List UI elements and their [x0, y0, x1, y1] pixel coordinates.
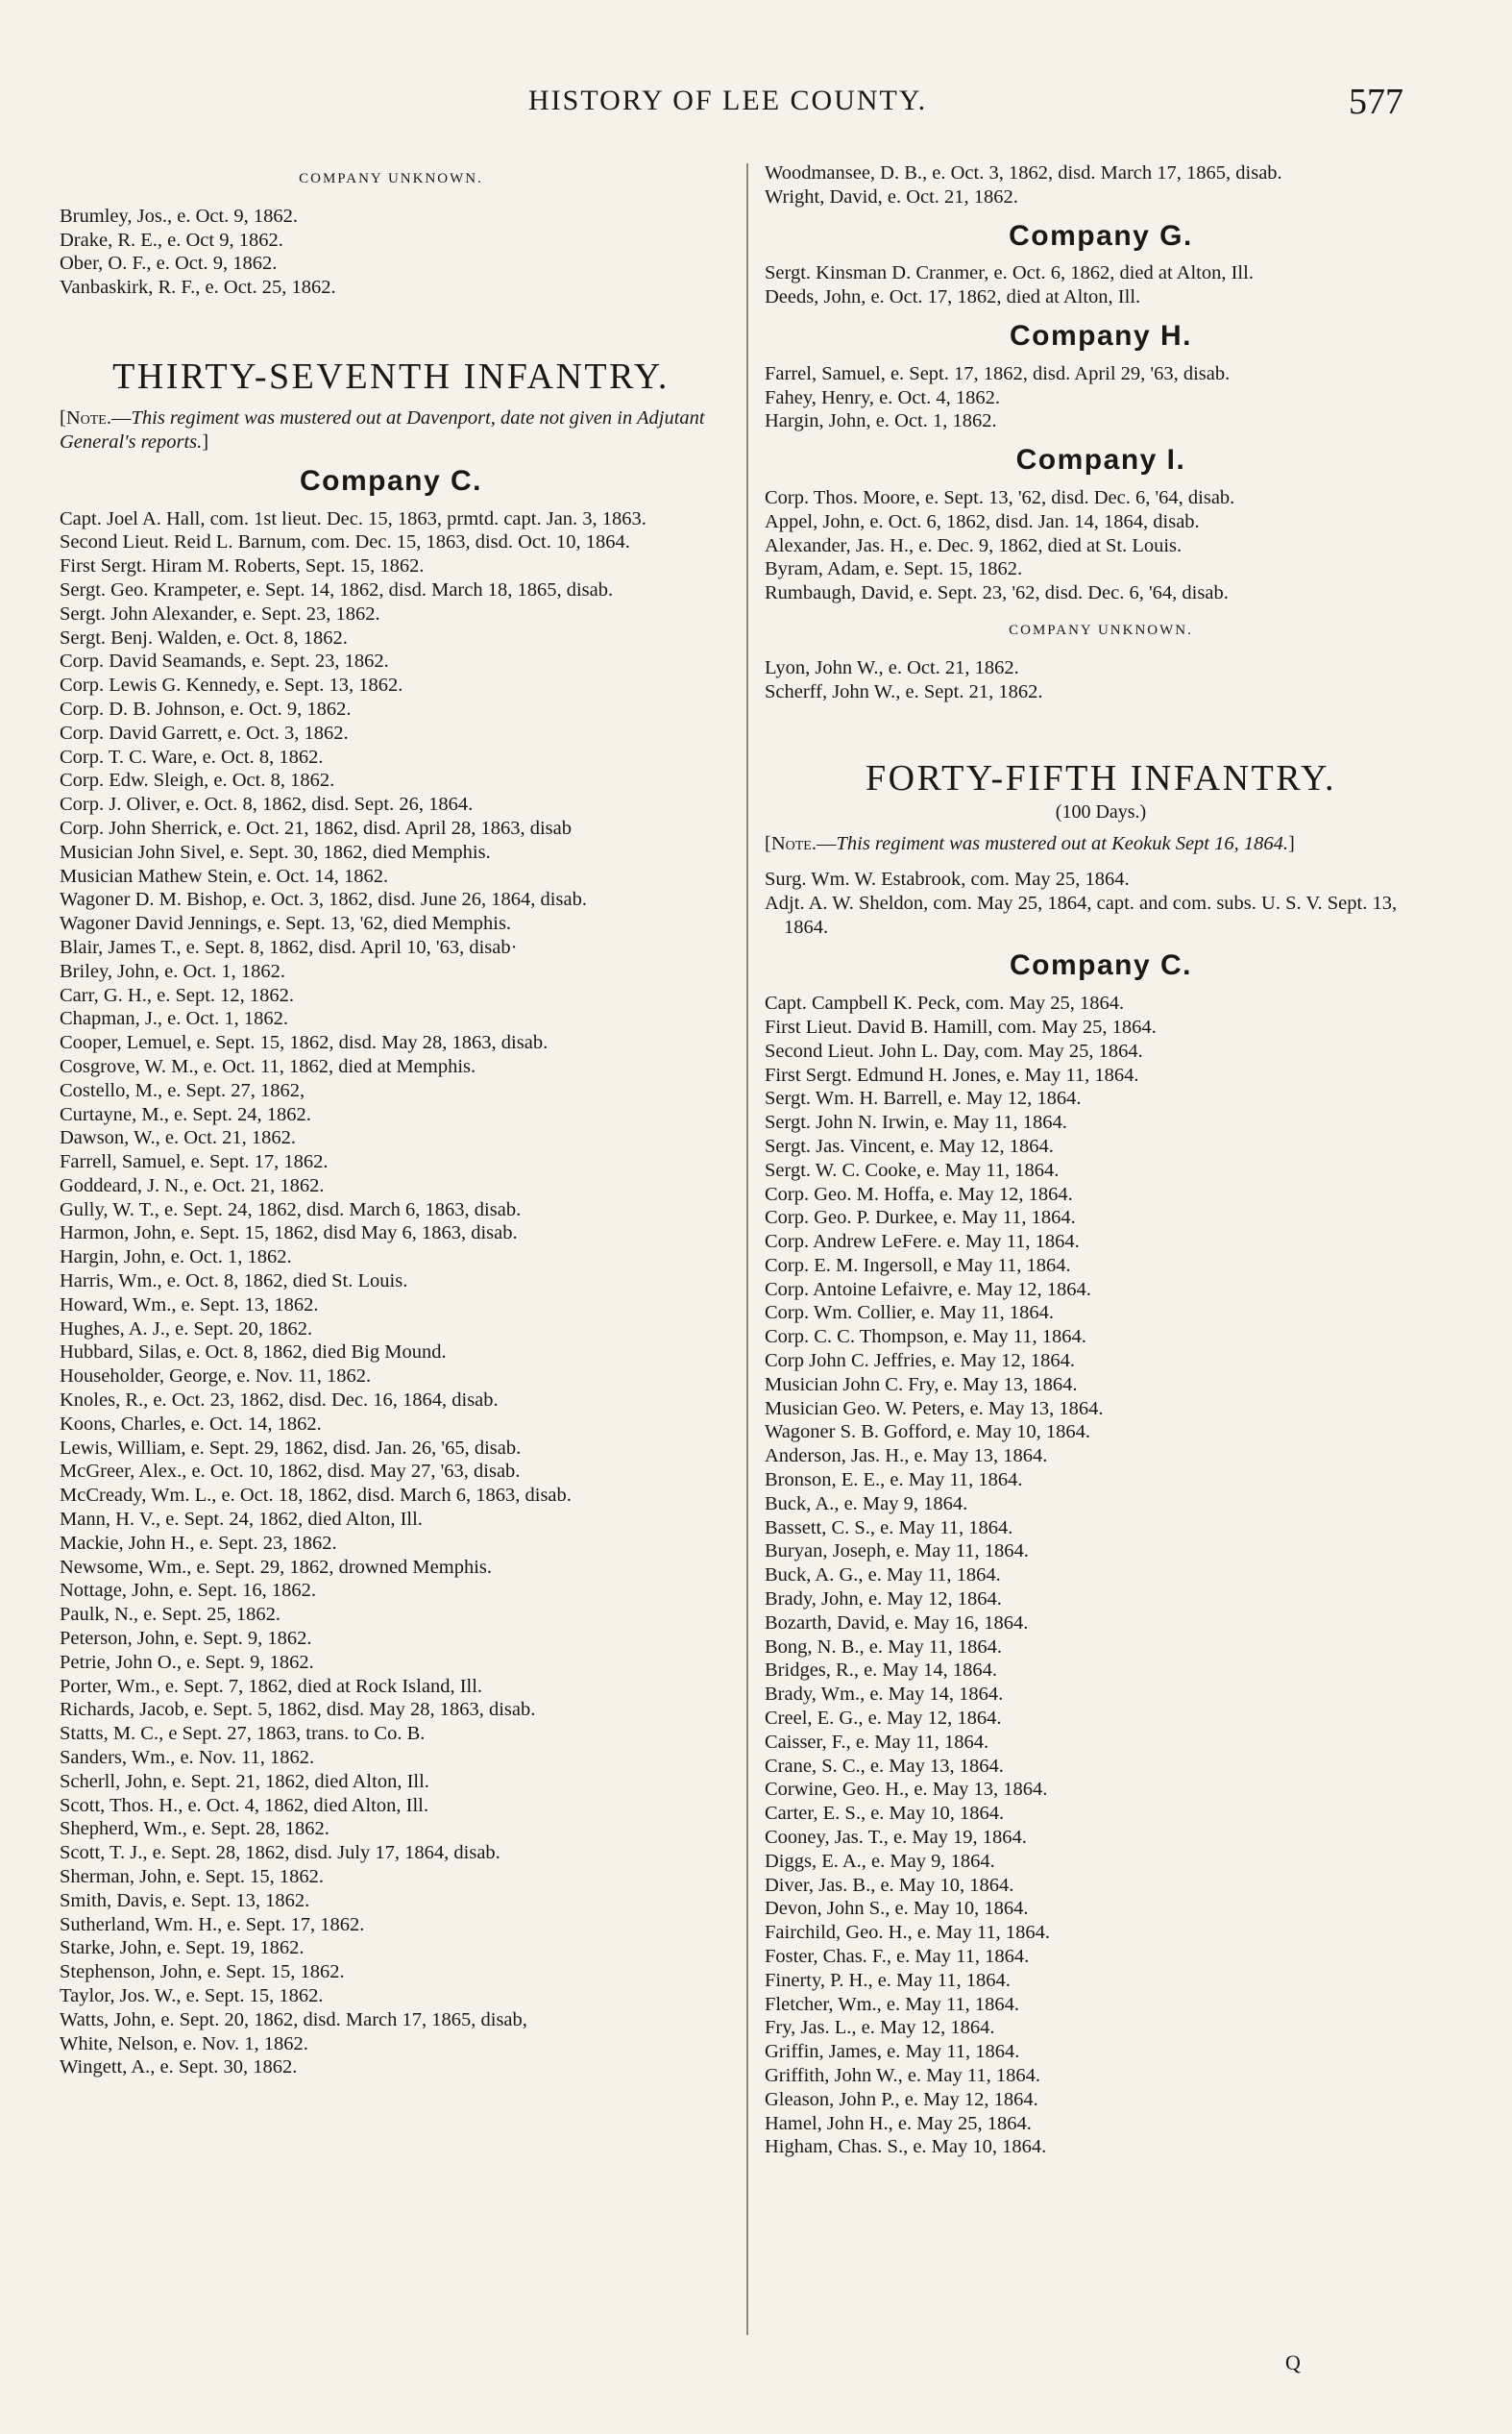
- roster-entry: McCready, Wm. L., e. Oct. 18, 1862, disd. March 6, 1863, disab.: [60, 1485, 572, 1507]
- roster-entry: Harmon, John, e. Sept. 15, 1862, disd May 6, 1863, disab.: [60, 1222, 518, 1244]
- roster-entry: Corp. David Garrett, e. Oct. 3, 1862.: [60, 722, 349, 744]
- roster-entry: Corp. Wm. Collier, e. May 11, 1864.: [765, 1302, 1054, 1324]
- note-lead: [Note.—: [765, 832, 837, 854]
- roster-entry: Corp. E. M. Ingersoll, e May 11, 1864.: [765, 1254, 1071, 1276]
- roster-entry: Statts, M. C., e Sept. 27, 1863, trans. to Co. B.: [60, 1723, 426, 1745]
- roster-entry: Richards, Jacob, e. Sept. 5, 1862, disd. May 28, 1863, disab.: [60, 1699, 536, 1721]
- roster-entry: Corp. Thos. Moore, e. Sept. 13, '62, disd. Dec. 6, '64, disab.: [765, 486, 1235, 508]
- roster-entry: Costello, M., e. Sept. 27, 1862,: [60, 1079, 305, 1101]
- roster-entry: Rumbaugh, David, e. Sept. 23, '62, disd. Dec. 6, '64, disab.: [765, 582, 1229, 604]
- running-head: [0, 82, 1512, 123]
- roster-entry: Corp John C. Jeffries, e. May 12, 1864.: [765, 1350, 1076, 1372]
- roster-entry: Deeds, John, e. Oct. 17, 1862, died at Alton, Ill.: [765, 286, 1141, 308]
- roster-entry: Second Lieut. Reid L. Barnum, com. Dec. 15, 1863, disd. Oct. 10, 1864.: [60, 531, 630, 553]
- company-c-roster-37th: [60, 507, 722, 2080]
- roster-entry: Diver, Jas. B., e. May 10, 1864.: [765, 1874, 1014, 1896]
- roster-entry: Brumley, Jos., e. Oct. 9, 1862.: [60, 205, 299, 227]
- roster-entry: Wagoner D. M. Bishop, e. Oct. 3, 1862, disd. June 26, 1864, disab.: [60, 889, 587, 911]
- roster-entry: Fahey, Henry, e. Oct. 4, 1862.: [765, 386, 1000, 408]
- roster-entry: Corp. T. C. Ware, e. Oct. 8, 1862.: [60, 746, 324, 768]
- note-close: ]: [1288, 832, 1295, 854]
- roster-entry: Hughes, A. J., e. Sept. 20, 1862.: [60, 1317, 313, 1340]
- company-unknown-list-2: [765, 656, 1437, 704]
- roster-entry: Sherman, John, e. Sept. 15, 1862.: [60, 1866, 325, 1887]
- roster-entry: Dawson, W., e. Oct. 21, 1862.: [60, 1127, 296, 1149]
- roster-entry: Diggs, E. A., e. May 9, 1864.: [765, 1850, 995, 1872]
- roster-entry: Buryan, Joseph, e. May 11, 1864.: [765, 1540, 1029, 1562]
- roster-entry: Sergt. Geo. Krampeter, e. Sept. 14, 1862, disd. March 18, 1865, disab.: [60, 578, 614, 601]
- roster-entry: Starke, John, e. Sept. 19, 1862.: [60, 1937, 305, 1959]
- roster-entry: Curtayne, M., e. Sept. 24, 1862.: [60, 1103, 311, 1125]
- roster-entry: Corp. Geo. M. Hoffa, e. May 12, 1864.: [765, 1183, 1073, 1205]
- roster-entry: Musician John Sivel, e. Sept. 30, 1862, died Memphis.: [60, 841, 491, 863]
- roster-entry: Cooney, Jas. T., e. May 19, 1864.: [765, 1827, 1027, 1849]
- roster-entry: Buck, A. G., e. May 11, 1864.: [765, 1564, 1001, 1586]
- regiment-title-45th: FORTY-FIFTH INFANTRY.: [865, 758, 1337, 799]
- roster-entry: Corp. Andrew LeFere. e. May 11, 1864.: [765, 1231, 1080, 1253]
- roster-entry: Brady, Wm., e. May 14, 1864.: [765, 1684, 1004, 1706]
- roster-entry: Griffin, James, e. May 11, 1864.: [765, 2041, 1020, 2063]
- roster-entry: Goddeard, J. N., e. Oct. 21, 1862.: [60, 1174, 325, 1196]
- roster-entry: Sanders, Wm., e. Nov. 11, 1862.: [60, 1747, 315, 1769]
- roster-entry: Creel, E. G., e. May 12, 1864.: [765, 1708, 1002, 1730]
- roster-entry: Briley, John, e. Oct. 1, 1862.: [60, 960, 285, 982]
- note-lead: [Note.—: [60, 406, 132, 429]
- roster-entry: Adjt. A. W. Sheldon, com. May 25, 1864, capt. and com. subs. U. S. V. Sept. 13, 1864.: [765, 892, 1398, 938]
- roster-entry: First Lieut. David B. Hamill, com. May 25, 1864.: [765, 1016, 1157, 1038]
- roster-entry: Surg. Wm. W. Estabrook, com. May 25, 1864.: [765, 868, 1130, 890]
- roster-entry: White, Nelson, e. Nov. 1, 1862.: [60, 2032, 308, 2054]
- roster-entry: Gleason, John P., e. May 12, 1864.: [765, 2088, 1038, 2110]
- roster-entry: Corwine, Geo. H., e. May 13, 1864.: [765, 1779, 1048, 1801]
- roster-entry: Hamel, John H., e. May 25, 1864.: [765, 2112, 1032, 2134]
- roster-entry: Wagoner David Jennings, e. Sept. 13, '62, died Memphis.: [60, 913, 512, 935]
- roster-entry: Stephenson, John, e. Sept. 15, 1862.: [60, 1961, 345, 1983]
- roster-entry: Watts, John, e. Sept. 20, 1862, disd. March 17, 1865, disab,: [60, 2008, 527, 2030]
- roster-entry: Newsome, Wm., e. Sept. 29, 1862, drowned Memphis.: [60, 1556, 492, 1578]
- roster-entry: Sergt. John N. Irwin, e. May 11, 1864.: [765, 1112, 1067, 1134]
- roster-entry: Sergt. W. C. Cooke, e. May 11, 1864.: [765, 1159, 1060, 1181]
- company-i-heading: Company I.: [1015, 444, 1186, 477]
- right-column: [765, 161, 1437, 2159]
- roster-entry: Bong, N. B., e. May 11, 1864.: [765, 1635, 1002, 1658]
- roster-entry: Corp. Antoine Lefaivre, e. May 12, 1864.: [765, 1278, 1091, 1300]
- roster-entry: Farrell, Samuel, e. Sept. 17, 1862.: [60, 1151, 329, 1173]
- roster-entry: Farrel, Samuel, e. Sept. 17, 1862, disd. April 29, '63, disab.: [765, 362, 1231, 384]
- note-body: This regiment was mustered out at Keokuk Sept 16, 1864.: [836, 832, 1288, 854]
- roster-entry: Porter, Wm., e. Sept. 7, 1862, died at Rock Island, Ill.: [60, 1675, 483, 1697]
- roster-entry: Sutherland, Wm. H., e. Sept. 17, 1862.: [60, 1913, 365, 1935]
- company-h-roster: [765, 362, 1437, 433]
- roster-entry: Wright, David, e. Oct. 21, 1862.: [765, 185, 1018, 208]
- roster-entry: Hargin, John, e. Oct. 1, 1862.: [765, 410, 997, 432]
- roster-entry: First Sergt. Edmund H. Jones, e. May 11, 1864.: [765, 1064, 1139, 1086]
- roster-entry: Devon, John S., e. May 10, 1864.: [765, 1898, 1029, 1920]
- section-gap: [60, 300, 722, 365]
- company-c-heading-37th: Company C.: [299, 464, 483, 497]
- running-title: HISTORY OF LEE COUNTY.: [528, 85, 928, 116]
- roster-entry: Gully, W. T., e. Sept. 24, 1862, disd. March 6, 1863, disab.: [60, 1198, 522, 1220]
- roster-entry: Nottage, John, e. Sept. 16, 1862.: [60, 1580, 317, 1602]
- roster-entry: Sergt. Wm. H. Barrell, e. May 12, 1864.: [765, 1088, 1082, 1110]
- company-unknown-list: [60, 205, 722, 300]
- roster-entry: Peterson, John, e. Sept. 9, 1862.: [60, 1628, 312, 1650]
- roster-entry: Alexander, Jas. H., e. Dec. 9, 1862, died at St. Louis.: [765, 534, 1183, 556]
- regiment-title-37th: THIRTY-SEVENTH INFANTRY.: [112, 356, 670, 397]
- roster-entry: Foster, Chas. F., e. May 11, 1864.: [765, 1946, 1030, 1967]
- roster-entry: Scherll, John, e. Sept. 21, 1862, died Alton, Ill.: [60, 1770, 429, 1792]
- roster-entry: Woodmansee, D. B., e. Oct. 3, 1862, disd. March 17, 1865, disab.: [765, 162, 1282, 184]
- roster-entry: Cooper, Lemuel, e. Sept. 15, 1862, disd. May 28, 1863, disab.: [60, 1032, 549, 1054]
- roster-entry: Finerty, P. H., e. May 11, 1864.: [765, 1969, 1011, 1991]
- roster-entry: Fairchild, Geo. H., e. May 11, 1864.: [765, 1922, 1051, 1944]
- roster-entry: Vanbaskirk, R. F., e. Oct. 25, 1862.: [60, 277, 336, 299]
- roster-entry: Sergt. Kinsman D. Cranmer, e. Oct. 6, 1862, died at Alton, Ill.: [765, 262, 1254, 284]
- page-number: 577: [1349, 82, 1403, 122]
- roster-entry: Capt. Joel A. Hall, com. 1st lieut. Dec. 15, 1863, prmtd. capt. Jan. 3, 1863.: [60, 507, 646, 529]
- regiment-note-37th: [60, 406, 722, 455]
- roster-entry: Corp. Edw. Sleigh, e. Oct. 8, 1862.: [60, 770, 335, 792]
- roster-entry: Ober, O. F., e. Oct. 9, 1862.: [60, 253, 278, 275]
- roster-entry: Corp. John Sherrick, e. Oct. 21, 1862, disd. April 28, 1863, disab: [60, 817, 572, 839]
- roster-entry: Bassett, C. S., e. May 11, 1864.: [765, 1516, 1013, 1538]
- company-g-roster: [765, 261, 1437, 309]
- roster-entry: Harris, Wm., e. Oct. 8, 1862, died St. Louis.: [60, 1270, 408, 1292]
- regiment-note-45th: [765, 832, 1437, 856]
- roster-entry: Taylor, Jos. W., e. Sept. 15, 1862.: [60, 1984, 324, 2006]
- roster-entry: Corp. C. C. Thompson, e. May 11, 1864.: [765, 1326, 1086, 1348]
- roster-entry: Corp. D. B. Johnson, e. Oct. 9, 1862.: [60, 698, 352, 720]
- roster-entry: Fletcher, Wm., e. May 11, 1864.: [765, 1993, 1020, 2015]
- company-c-heading-45th: Company C.: [1009, 949, 1193, 982]
- roster-entry: Paulk, N., e. Sept. 25, 1862.: [60, 1604, 281, 1626]
- roster-entry: Sergt. John Alexander, e. Sept. 23, 1862.: [60, 602, 380, 625]
- roster-entry: Lewis, William, e. Sept. 29, 1862, disd. Jan. 26, '65, disab.: [60, 1437, 522, 1459]
- roster-entry: Musician John C. Fry, e. May 13, 1864.: [765, 1373, 1078, 1395]
- roster-entry: Wingett, A., e. Sept. 30, 1862.: [60, 2056, 298, 2078]
- roster-entry: Corp. Geo. P. Durkee, e. May 11, 1864.: [765, 1207, 1076, 1229]
- roster-entry: Howard, Wm., e. Sept. 13, 1862.: [60, 1293, 319, 1315]
- roster-entry: Anderson, Jas. H., e. May 13, 1864.: [765, 1445, 1048, 1467]
- note-body: This regiment was mustered out at Davenport, date not given in Adjutant General's reports.: [60, 406, 705, 453]
- roster-entry: Second Lieut. John L. Day, com. May 25, 1864.: [765, 1040, 1143, 1062]
- roster-entry: Petrie, John O., e. Sept. 9, 1862.: [60, 1651, 314, 1673]
- roster-entry: Hargin, John, e. Oct. 1, 1862.: [60, 1246, 292, 1268]
- roster-entry: Smith, Davis, e. Sept. 13, 1862.: [60, 1889, 310, 1911]
- roster-entry: Corp. Lewis G. Kennedy, e. Sept. 13, 1862.: [60, 675, 403, 697]
- roster-entry: Bronson, E. E., e. May 11, 1864.: [765, 1469, 1023, 1491]
- roster-entry: Brady, John, e. May 12, 1864.: [765, 1588, 1002, 1610]
- roster-entry: Corp. David Seamands, e. Sept. 23, 1862.: [60, 651, 389, 673]
- roster-entry: Sergt. Jas. Vincent, e. May 12, 1864.: [765, 1135, 1054, 1157]
- roster-entry: Bridges, R., e. May 14, 1864.: [765, 1660, 997, 1682]
- company-unknown-heading: COMPANY UNKNOWN.: [299, 171, 483, 186]
- roster-entry: Byram, Adam, e. Sept. 15, 1862.: [765, 558, 1023, 580]
- roster-entry: Sergt. Benj. Walden, e. Oct. 8, 1862.: [60, 627, 348, 649]
- column-divider: [746, 163, 748, 2335]
- roster-entry: Fry, Jas. L., e. May 12, 1864.: [765, 2017, 995, 2039]
- roster-entry: Lyon, John W., e. Oct. 21, 1862.: [765, 656, 1019, 678]
- roster-entry: Scott, Thos. H., e. Oct. 4, 1862, died Alton, Ill.: [60, 1794, 428, 1816]
- roster-entry: Shepherd, Wm., e. Sept. 28, 1862.: [60, 1818, 329, 1840]
- roster-entry: Cosgrove, W. M., e. Oct. 11, 1862, died at Memphis.: [60, 1055, 476, 1077]
- roster-entry: Mackie, John H., e. Sept. 23, 1862.: [60, 1532, 337, 1554]
- roster-entry: Chapman, J., e. Oct. 1, 1862.: [60, 1008, 288, 1030]
- roster-entry: Householder, George, e. Nov. 11, 1862.: [60, 1365, 372, 1388]
- roster-entry: Musician Mathew Stein, e. Oct. 14, 1862.: [60, 865, 389, 887]
- roster-entry: Griffith, John W., e. May 11, 1864.: [765, 2064, 1040, 2086]
- roster-entry: First Sergt. Hiram M. Roberts, Sept. 15, 1862.: [60, 555, 425, 578]
- continued-roster: [765, 161, 1437, 209]
- roster-entry: Appel, John, e. Oct. 6, 1862, disd. Jan. 14, 1864, disab.: [765, 510, 1200, 532]
- roster-entry: Carter, E. S., e. May 10, 1864.: [765, 1803, 1005, 1825]
- roster-entry: Hubbard, Silas, e. Oct. 8, 1862, died Big Mound.: [60, 1341, 447, 1364]
- roster-entry: Higham, Chas. S., e. May 10, 1864.: [765, 2136, 1047, 2158]
- roster-entry: Scott, T. J., e. Sept. 28, 1862, disd. July 17, 1864, disab.: [60, 1842, 500, 1864]
- company-i-roster: [765, 486, 1437, 605]
- left-column: [60, 161, 722, 2079]
- roster-entry: Caisser, F., e. May 11, 1864.: [765, 1731, 989, 1753]
- roster-entry: Capt. Campbell K. Peck, com. May 25, 1864.: [765, 993, 1125, 1015]
- roster-entry: Knoles, R., e. Oct. 23, 1862, disd. Dec. 16, 1864, disab.: [60, 1389, 499, 1412]
- roster-entry: Musician Geo. W. Peters, e. May 13, 1864.: [765, 1397, 1104, 1419]
- staff-roster-45th: [765, 868, 1437, 939]
- roster-entry: Koons, Charles, e. Oct. 14, 1862.: [60, 1413, 322, 1435]
- note-close: ]: [202, 430, 209, 453]
- roster-entry: Mann, H. V., e. Sept. 24, 1862, died Alton, Ill.: [60, 1509, 423, 1531]
- company-g-heading: Company G.: [1009, 219, 1193, 252]
- company-h-heading: Company H.: [1009, 319, 1193, 352]
- regiment-subtitle-45th: (100 Days.): [1055, 801, 1147, 824]
- roster-entry: Drake, R. E., e. Oct 9, 1862.: [60, 229, 283, 251]
- roster-entry: Wagoner S. B. Gofford, e. May 10, 1864.: [765, 1421, 1091, 1443]
- roster-entry: Corp. J. Oliver, e. Oct. 8, 1862, disd. Sept. 26, 1864.: [60, 794, 474, 816]
- roster-entry: Buck, A., e. May 9, 1864.: [765, 1492, 968, 1514]
- company-unknown-heading-2: COMPANY UNKNOWN.: [1009, 622, 1193, 638]
- roster-entry: Crane, S. C., e. May 13, 1864.: [765, 1755, 1004, 1777]
- roster-entry: McGreer, Alex., e. Oct. 10, 1862, disd. May 27, '63, disab.: [60, 1461, 521, 1483]
- roster-entry: Blair, James T., e. Sept. 8, 1862, disd. April 10, '63, disab·: [60, 936, 518, 958]
- roster-entry: Scherff, John W., e. Sept. 21, 1862.: [765, 680, 1043, 702]
- roster-entry: Carr, G. H., e. Sept. 12, 1862.: [60, 984, 295, 1006]
- company-c-roster-45th: [765, 992, 1437, 2159]
- roster-entry: Bozarth, David, e. May 16, 1864.: [765, 1611, 1029, 1634]
- signature-mark: Q: [1285, 2350, 1301, 2374]
